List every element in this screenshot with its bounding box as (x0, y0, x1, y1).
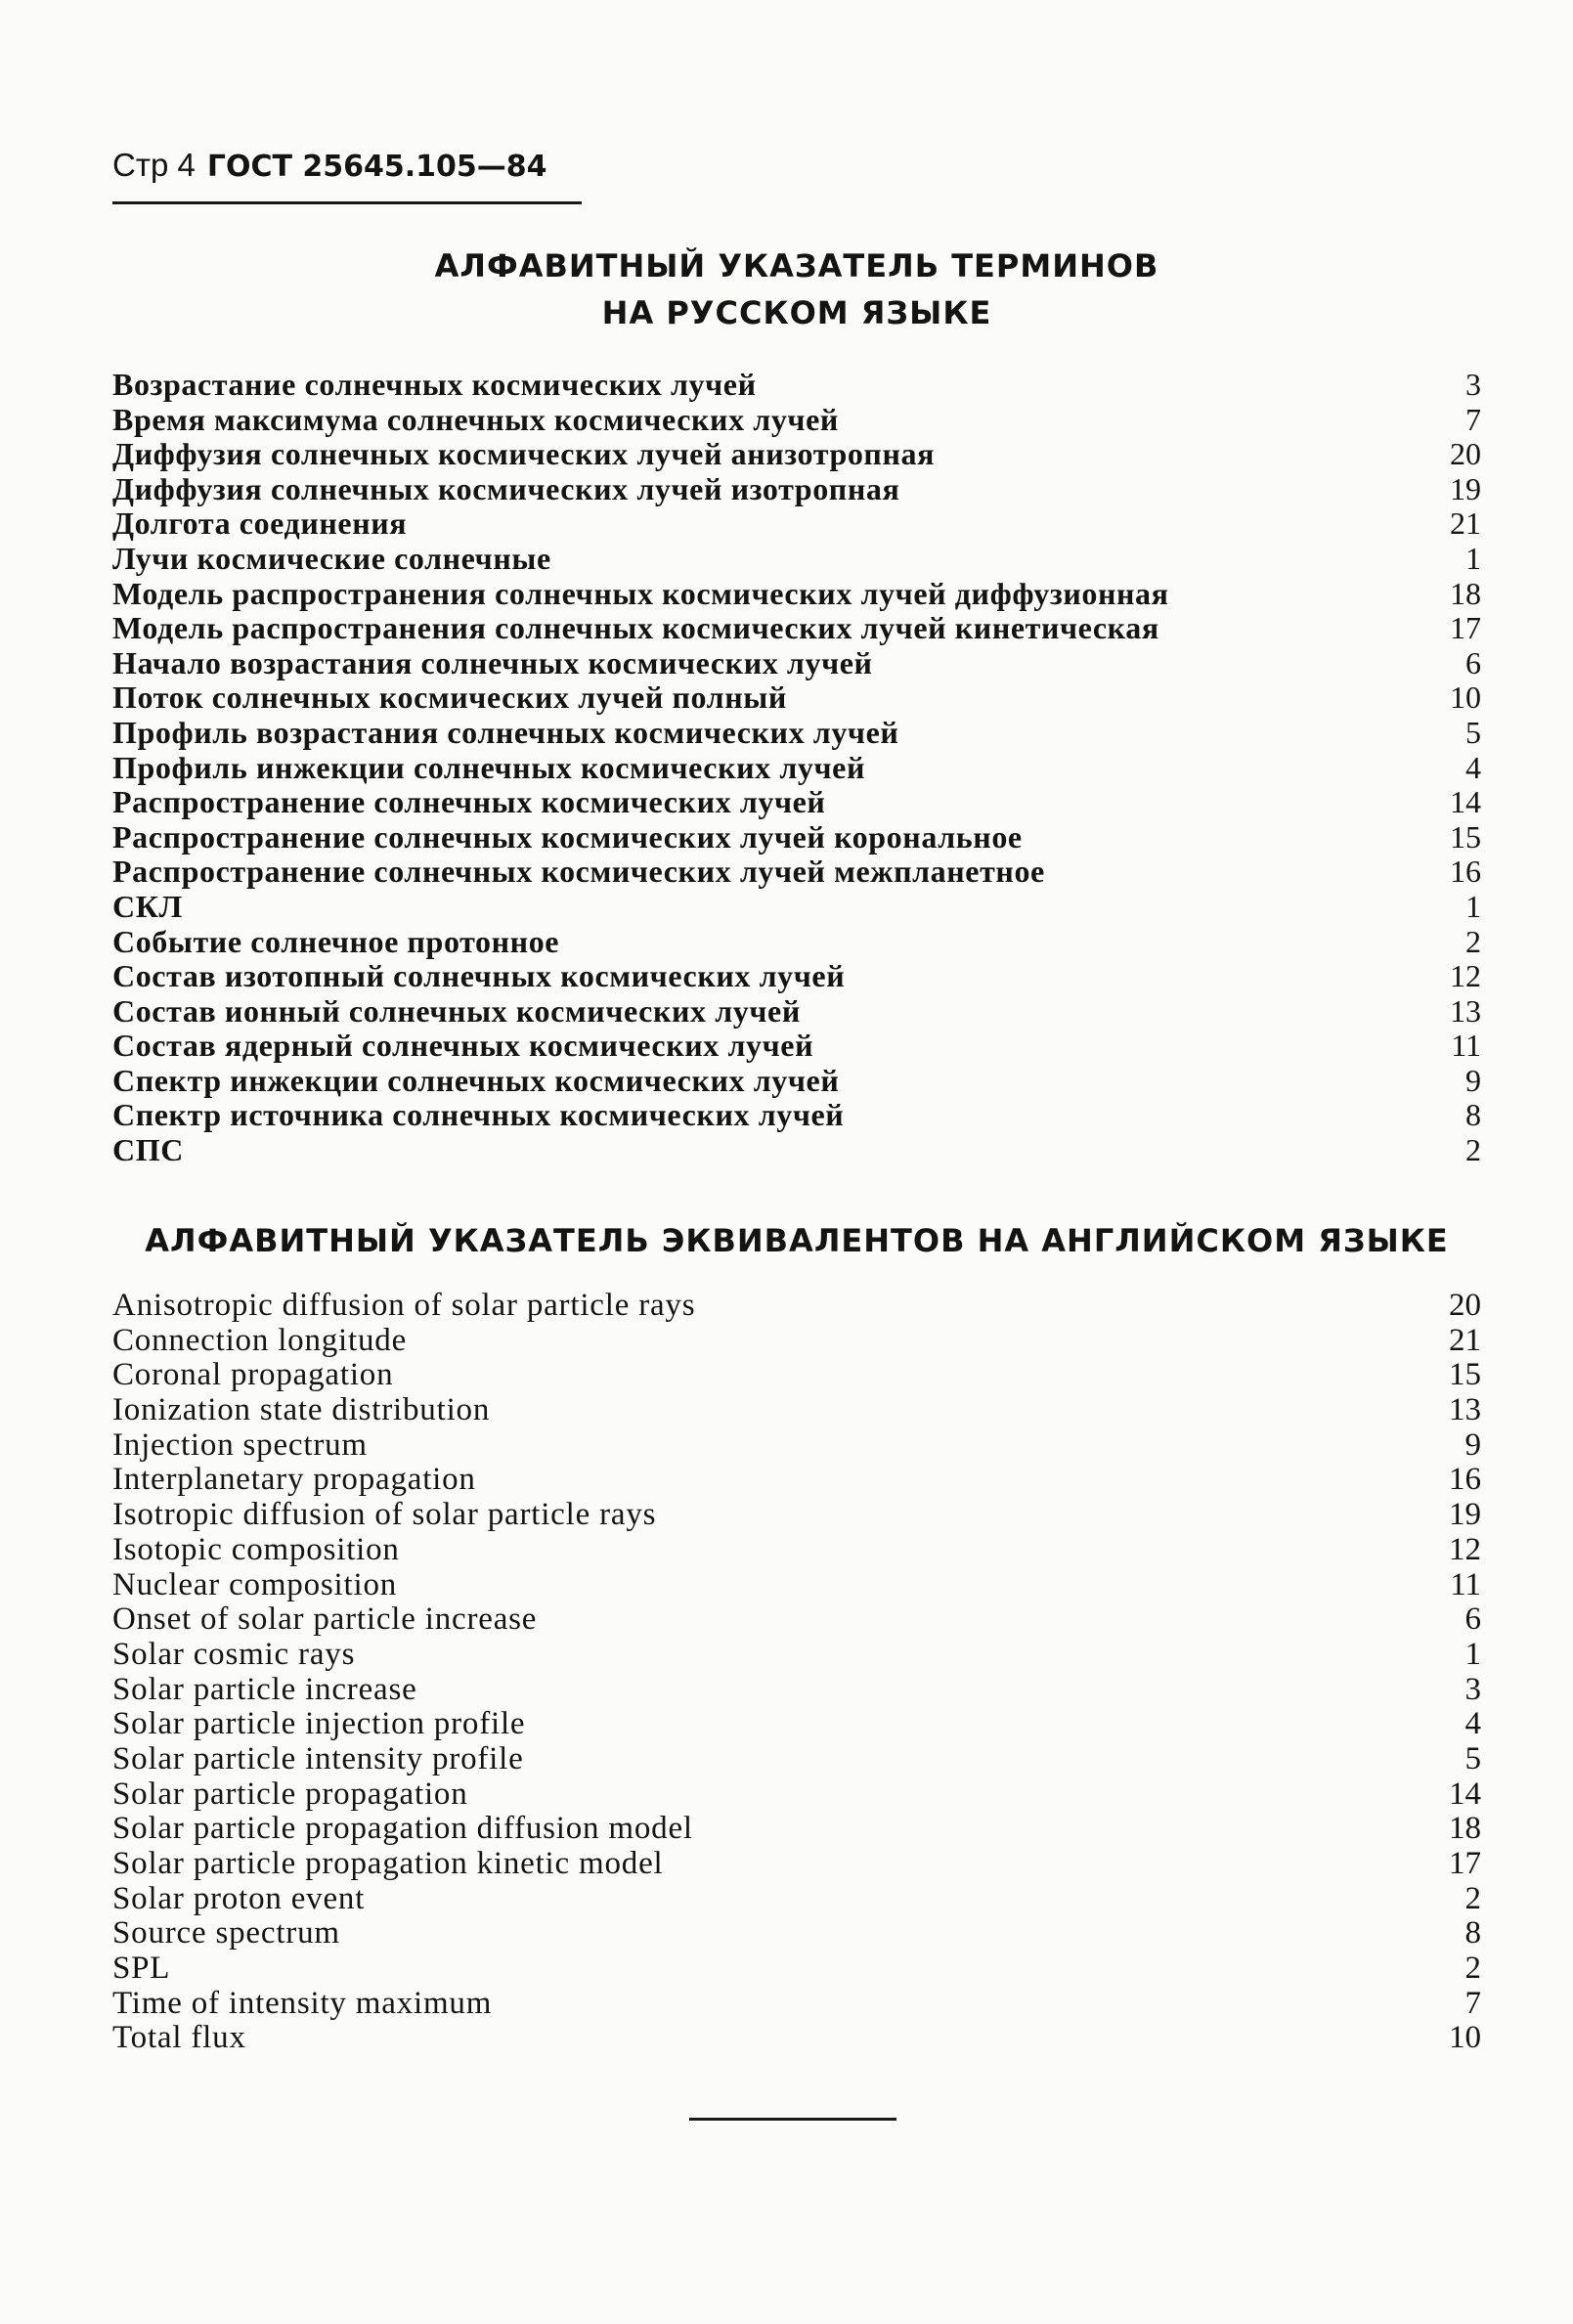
index-entry-number: 13 (1450, 992, 1481, 1029)
index-entry (112, 1847, 1481, 1882)
index-entry-term: Лучи космические солнечные (112, 540, 551, 576)
index-entry-term: Total flux (112, 2020, 246, 2056)
index-entry-number: 3 (1464, 1671, 1481, 1707)
index-entry-term: Распространение солнечных космических лучей межпланетное (112, 854, 1045, 890)
index-entry-term: Nuclear composition (112, 1566, 398, 1602)
index-entry-number: 1 (1464, 1636, 1481, 1672)
index-entry (112, 855, 1481, 890)
index-entry-term: Время максимума солнечных космических лучей (112, 401, 839, 437)
index-entry-number: 9 (1464, 1426, 1481, 1463)
index-entry (112, 542, 1481, 577)
index-entry (112, 368, 1481, 403)
index-entry (112, 1673, 1481, 1708)
index-entry (112, 1707, 1481, 1742)
index-entry-term: Начало возрастания солнечных космических лучей (112, 644, 873, 680)
index-entry (112, 646, 1481, 681)
index-entry-number: 14 (1449, 1776, 1481, 1812)
index-entry-number: 2 (1465, 923, 1481, 959)
index-entry-number: 11 (1451, 1028, 1481, 1064)
index-entry (112, 1324, 1481, 1359)
index-entry (112, 1393, 1481, 1428)
index-entry (112, 1098, 1481, 1133)
index-entry-term: Состав ядерный солнечных космических лучей (112, 1028, 814, 1064)
index-entry-number: 20 (1449, 1288, 1481, 1323)
index-entry-term: Isotopic composition (112, 1531, 400, 1567)
index-entry (112, 403, 1481, 438)
index-entry-term: Диффузия солнечных космических лучей анизотропная (112, 436, 936, 472)
index-entry (112, 2021, 1481, 2056)
index-entry-term: SPL (112, 1951, 171, 1987)
index-entry-term: Interplanetary propagation (112, 1462, 476, 1498)
index-entry-number: 10 (1450, 680, 1481, 716)
index-entry (112, 890, 1481, 925)
index-entry-number: 8 (1464, 1915, 1481, 1951)
index-entry (112, 437, 1481, 472)
index-entry-term: Time of intensity maximum (112, 1985, 493, 2021)
index-entry-term: Injection spectrum (112, 1426, 368, 1463)
index-entry-term: СКЛ (112, 888, 183, 924)
standard-designation: ГОСТ 25645.105—84 (206, 150, 547, 184)
index-entry-number: 19 (1449, 1497, 1481, 1533)
index-entry-term: Состав ионный солнечных космических лучей (112, 992, 801, 1029)
index-entry-term: Распространение солнечных космических лучей (112, 784, 826, 820)
index-entry-number: 5 (1465, 714, 1481, 750)
index-entry (112, 1777, 1481, 1813)
index-entry-term: Solar particle propagation kinetic model (112, 1846, 664, 1881)
index-entry-number: 4 (1465, 749, 1481, 785)
index-entry-number: 17 (1449, 1846, 1481, 1881)
index-entry (112, 1602, 1481, 1638)
index-entry-number: 6 (1464, 1601, 1481, 1638)
index-entry-number: 14 (1450, 784, 1481, 820)
russian-index-title-line2: НА РУССКОМ ЯЗЫКЕ (601, 294, 992, 331)
index-entry (112, 1428, 1481, 1464)
page-header (112, 147, 582, 204)
index-entry-term: Модель распространения солнечных космических лучей диффузионная (112, 575, 1169, 611)
index-entry-term: Профиль возрастания солнечных космических лучей (112, 714, 899, 750)
index-entry-term: Solar particle intensity profile (112, 1740, 524, 1776)
index-entry (112, 1987, 1481, 2022)
index-entry (112, 506, 1481, 542)
index-entry (112, 1358, 1481, 1393)
index-entry-number: 16 (1449, 1462, 1481, 1498)
index-entry-term: Профиль инжекции солнечных космических лучей (112, 749, 866, 785)
index-entry-term: Событие солнечное протонное (112, 923, 560, 959)
index-entry-term: СПС (112, 1132, 184, 1168)
russian-term-index (112, 368, 1481, 1168)
index-entry (112, 751, 1481, 786)
index-entry-term: Solar particle increase (112, 1671, 417, 1707)
index-entry-term: Диффузия солнечных космических лучей изотропная (112, 470, 900, 506)
index-entry-number: 2 (1464, 1880, 1481, 1916)
index-entry-number: 11 (1450, 1566, 1481, 1602)
index-entry-term: Source spectrum (112, 1915, 340, 1951)
index-entry-term: Ionization state distribution (112, 1392, 491, 1428)
index-entry (112, 577, 1481, 612)
index-entry-number: 3 (1465, 367, 1481, 402)
index-entry (112, 472, 1481, 507)
index-entry-number: 12 (1449, 1531, 1481, 1567)
index-entry-number: 15 (1449, 1357, 1481, 1393)
index-entry (112, 1916, 1481, 1951)
index-entry-number: 10 (1449, 2020, 1481, 2056)
index-entry-term: Solar cosmic rays (112, 1636, 356, 1672)
index-entry-term: Спектр источника солнечных космических лучей (112, 1097, 845, 1133)
index-entry (112, 994, 1481, 1030)
index-entry-number: 17 (1450, 610, 1481, 646)
index-entry (112, 820, 1481, 855)
index-entry-number: 16 (1450, 854, 1481, 890)
index-entry-number: 21 (1450, 505, 1481, 542)
page-number-label: Стр 4 (112, 147, 196, 183)
index-entry-number: 21 (1449, 1322, 1481, 1358)
index-entry-number: 8 (1465, 1097, 1481, 1133)
index-entry-number: 5 (1464, 1740, 1481, 1776)
index-entry-number: 1 (1465, 888, 1481, 924)
index-entry (112, 1463, 1481, 1498)
index-entry (112, 611, 1481, 646)
russian-index-title-line1: АЛФАВИТНЫЙ УКАЗАТЕЛЬ ТЕРМИНОВ (434, 247, 1159, 285)
index-entry-term: Состав изотопный солнечных космических лучей (112, 958, 846, 994)
index-entry-number: 12 (1450, 958, 1481, 994)
index-entry-number: 20 (1450, 436, 1481, 472)
index-entry-term: Модель распространения солнечных космических лучей кинетическая (112, 610, 1159, 646)
index-entry (112, 925, 1481, 960)
index-entry-term: Solar particle propagation (112, 1776, 468, 1812)
index-entry-term: Onset of solar particle increase (112, 1601, 538, 1638)
index-entry-term: Solar particle propagation diffusion model (112, 1811, 693, 1847)
index-entry-term: Isotropic diffusion of solar particle rays (112, 1497, 657, 1533)
index-entry (112, 1812, 1481, 1847)
index-entry (112, 1568, 1481, 1603)
index-entry (112, 1533, 1481, 1568)
index-entry-number: 19 (1450, 470, 1481, 506)
index-entry-number: 13 (1449, 1392, 1481, 1428)
index-entry (112, 680, 1481, 716)
index-entry-term: Долгота соединения (112, 505, 408, 542)
end-divider (689, 2118, 896, 2121)
index-entry-term: Спектр инжекции солнечных космических лучей (112, 1062, 840, 1098)
english-index-title: АЛФАВИТНЫЙ УКАЗАТЕЛЬ ЭКВИВАЛЕНТОВ НА АНГЛИЙСКОМ ЯЗЫКЕ (145, 1222, 1449, 1259)
index-entry (112, 716, 1481, 751)
index-entry-number: 9 (1465, 1062, 1481, 1098)
english-term-index (112, 1289, 1481, 2056)
index-entry-number: 18 (1450, 575, 1481, 611)
index-entry-term: Connection longitude (112, 1322, 408, 1358)
index-entry (112, 1289, 1481, 1324)
index-entry (112, 785, 1481, 820)
index-entry (112, 959, 1481, 994)
index-entry-number: 7 (1465, 401, 1481, 437)
index-entry-term: Solar particle injection profile (112, 1706, 526, 1742)
index-entry-term: Распространение солнечных космических лучей корональное (112, 818, 1023, 855)
index-entry (112, 1951, 1481, 1987)
index-entry (112, 1133, 1481, 1168)
index-entry-number: 2 (1465, 1132, 1481, 1168)
index-entry-term: Anisotropic diffusion of solar particle rays (112, 1288, 696, 1323)
index-entry-number: 1 (1465, 540, 1481, 576)
index-entry-term: Возрастание солнечных космических лучей (112, 367, 757, 402)
index-entry (112, 1638, 1481, 1673)
index-entry-term: Coronal propagation (112, 1357, 394, 1393)
index-entry-number: 18 (1449, 1811, 1481, 1847)
index-entry-number: 15 (1450, 818, 1481, 855)
index-entry (112, 1882, 1481, 1917)
index-entry-number: 2 (1464, 1951, 1481, 1987)
index-entry-number: 6 (1465, 644, 1481, 680)
index-entry (112, 1029, 1481, 1064)
index-entry-number: 4 (1464, 1706, 1481, 1742)
index-entry-term: Поток солнечных космических лучей полный (112, 680, 787, 716)
index-entry (112, 1498, 1481, 1533)
index-entry (112, 1064, 1481, 1099)
index-entry-term: Solar proton event (112, 1880, 366, 1916)
index-entry (112, 1742, 1481, 1777)
index-entry-number: 7 (1464, 1985, 1481, 2021)
